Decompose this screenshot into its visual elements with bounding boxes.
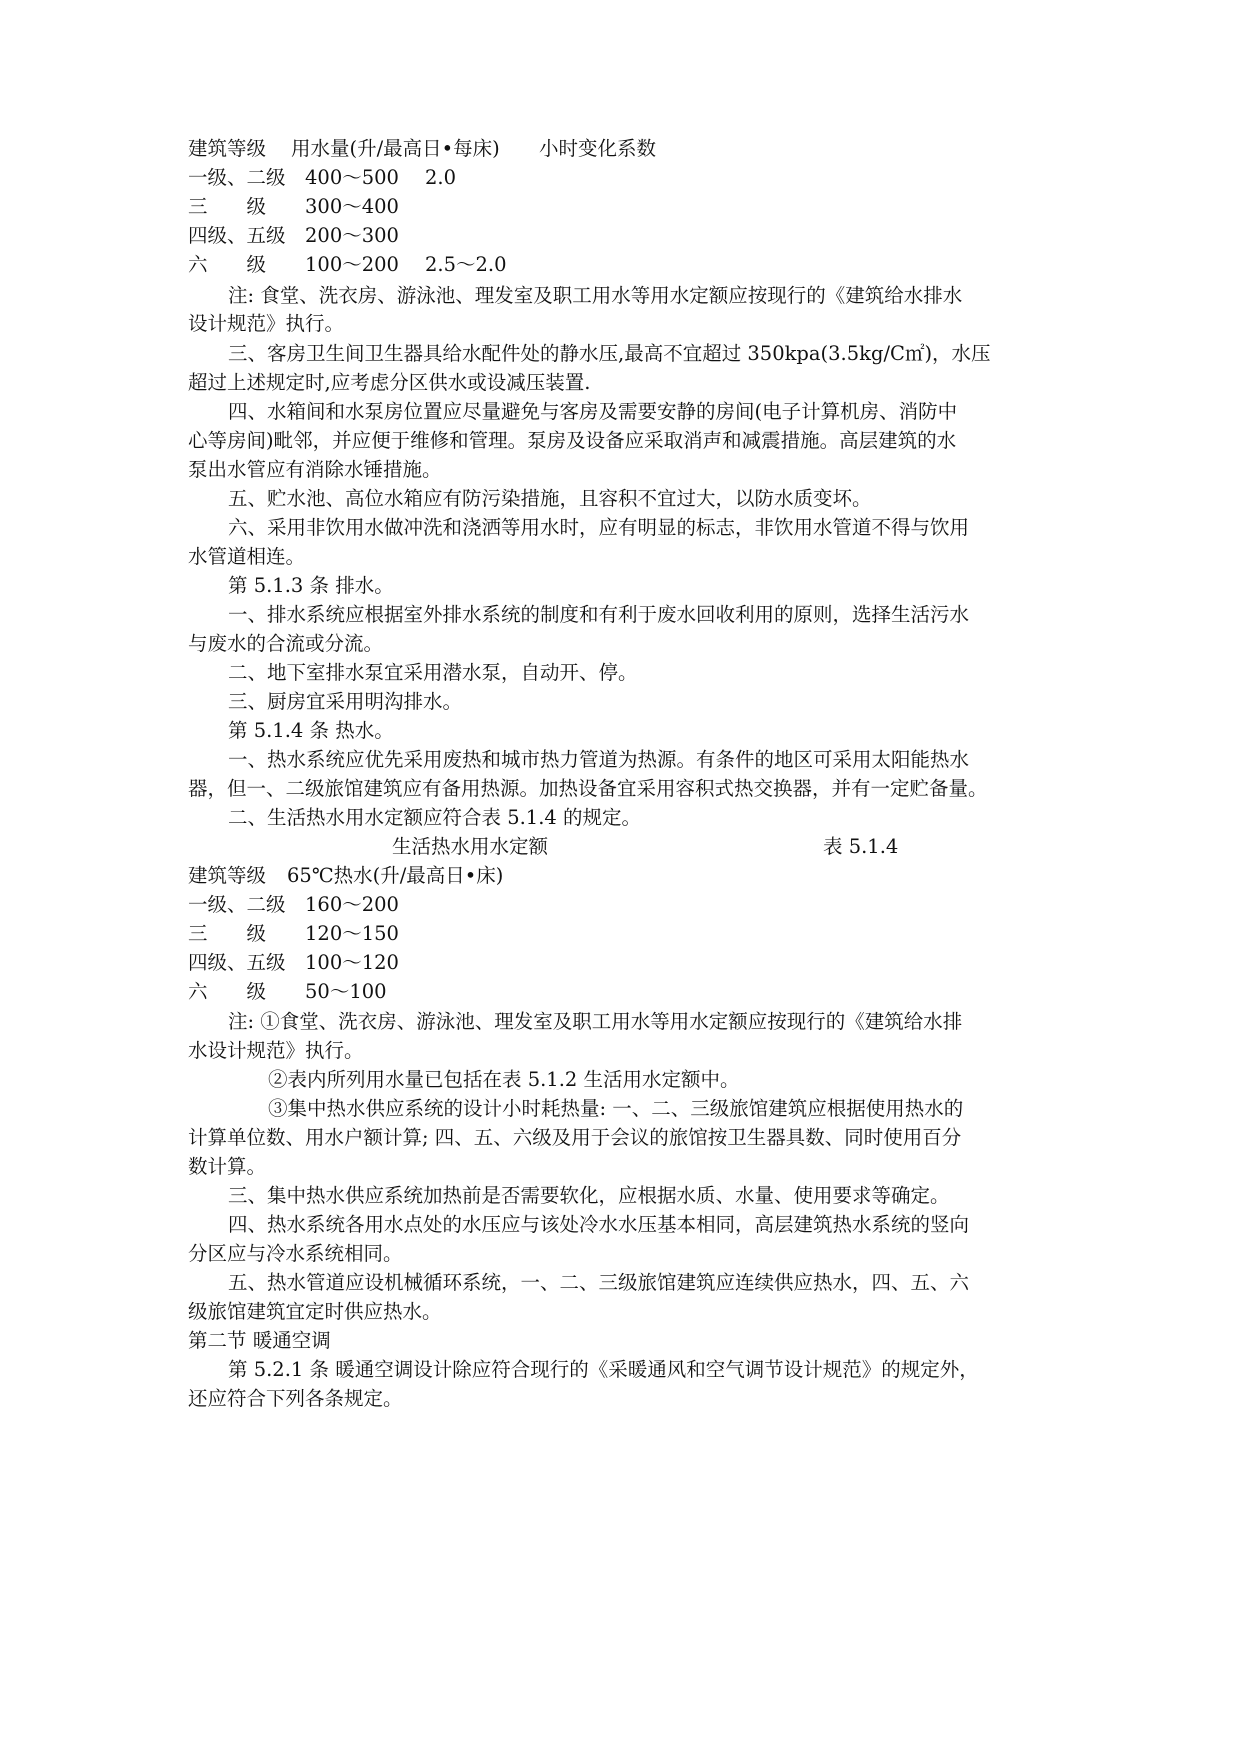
table2-title: 生活热水用水定额 [392,835,549,858]
table2-number: 表 5.1.4 [823,835,899,858]
table1-cell-usage: 400～500 [305,166,399,189]
note-paragraph: 设计规范》执行。 [188,312,345,335]
clause-paragraph: 五、热水管道应设机械循环系统，一、二、三级旅馆建筑应连续供应热水，四、五、六 [228,1271,970,1294]
article-heading: 第 5.1.4 条 热水。 [228,719,394,742]
note-paragraph: ②表内所列用水量已包括在表 5.1.2 生活用水定额中。 [268,1068,740,1091]
note-paragraph: 数计算。 [188,1155,267,1178]
table2-cell-usage: 120～150 [305,922,399,945]
table2-cell-usage: 160～200 [305,893,399,916]
clause-paragraph: 心等房间)毗邻，并应便于维修和管理。泵房及设备应采取消声和减震措施。高层建筑的水 [188,429,957,452]
clause-paragraph: 水管道相连。 [188,545,306,568]
table1-header-usage: 用水量(升/最高日•每床) [291,137,500,160]
table1-cell-usage: 200～300 [305,224,399,247]
table2-cell-grade: 六 级 [188,980,267,1003]
table1-cell-grade: 三 级 [188,195,267,218]
clause-paragraph: 与废水的合流或分流。 [188,632,384,655]
note-paragraph: 水设计规范》执行。 [188,1039,364,1062]
table1-header-coefficient: 小时变化系数 [539,137,657,160]
clause-paragraph: 四、热水系统各用水点处的水压应与该处冷水水压基本相同，高层建筑热水系统的竖向 [228,1213,970,1236]
note-paragraph: 注: 食堂、洗衣房、游泳池、理发室及职工用水等用水定额应按现行的《建筑给水排水 [228,284,963,307]
clause-paragraph: 分区应与冷水系统相同。 [188,1242,403,1265]
table2-cell-grade: 三 级 [188,922,267,945]
table2-cell-grade: 四级、五级 [188,951,286,974]
table2-header-grade: 建筑等级 [188,864,267,887]
article-heading: 第 5.1.3 条 排水。 [228,574,394,597]
clause-paragraph: 一、排水系统应根据室外排水系统的制度和有利于废水回收利用的原则，选择生活污水 [228,603,970,626]
note-paragraph: ③集中热水供应系统的设计小时耗热量: 一、二、三级旅馆建筑应根据使用热水的 [268,1097,964,1120]
table2-cell-grade: 一级、二级 [188,893,286,916]
table1-cell-grade: 一级、二级 [188,166,286,189]
table1-cell-grade: 六 级 [188,253,267,276]
note-paragraph: 计算单位数、用水户额计算; 四、五、六级及用于会议的旅馆按卫生器具数、同时使用百分 [188,1126,962,1149]
table1-cell-grade: 四级、五级 [188,224,286,247]
table1-cell-usage: 300～400 [305,195,399,218]
note-paragraph: 注: ①食堂、洗衣房、游泳池、理发室及职工用水等用水定额应按现行的《建筑给水排 [228,1010,963,1033]
clause-paragraph: 泵出水管应有消除水锤措施。 [188,458,442,481]
clause-paragraph: 五、贮水池、高位水箱应有防污染措施，且容积不宜过大，以防水质变坏。 [228,487,872,510]
table1-header-grade: 建筑等级 [188,137,267,160]
clause-paragraph: 三、客房卫生间卫生器具给水配件处的静水压,最高不宜超过 350kpa(3.5kg/C㎡)，水压 [228,342,991,365]
clause-paragraph: 还应符合下列各条规定。 [188,1387,403,1410]
table1-cell-coefficient: 2.0 [425,166,457,189]
clause-paragraph: 二、生活热水用水定额应符合表 5.1.4 的规定。 [228,806,642,829]
table1-cell-coefficient: 2.5～2.0 [425,253,507,276]
clause-paragraph: 四、水箱间和水泵房位置应尽量避免与客房及需要安静的房间(电子计算机房、消防中 [228,400,958,423]
table2-header-usage: 65℃热水(升/最高日•床) [287,864,504,887]
table2-cell-usage: 50～100 [305,980,387,1003]
clause-paragraph: 三、厨房宜采用明沟排水。 [228,690,463,713]
clause-paragraph: 一、热水系统应优先采用废热和城市热力管道为热源。有条件的地区可采用太阳能热水 [228,748,970,771]
table2-cell-usage: 100～120 [305,951,399,974]
clause-paragraph: 超过上述规定时,应考虑分区供水或设减压装置. [188,371,591,394]
section-heading: 第二节 暖通空调 [188,1329,331,1352]
clause-paragraph: 级旅馆建筑宜定时供应热水。 [188,1300,442,1323]
clause-paragraph: 三、集中热水供应系统加热前是否需要软化，应根据水质、水量、使用要求等确定。 [228,1184,950,1207]
clause-paragraph: 器，但一、二级旅馆建筑应有备用热源。加热设备宜采用容积式热交换器，并有一定贮备量。 [188,777,988,800]
article-heading: 第 5.2.1 条 暖通空调设计除应符合现行的《采暖通风和空气调节设计规范》的规定外， [228,1358,979,1381]
clause-paragraph: 六、采用非饮用水做冲洗和浇洒等用水时，应有明显的标志，非饮用水管道不得与饮用 [228,516,970,539]
clause-paragraph: 二、地下室排水泵宜采用潜水泵，自动开、停。 [228,661,638,684]
table1-cell-usage: 100～200 [305,253,399,276]
